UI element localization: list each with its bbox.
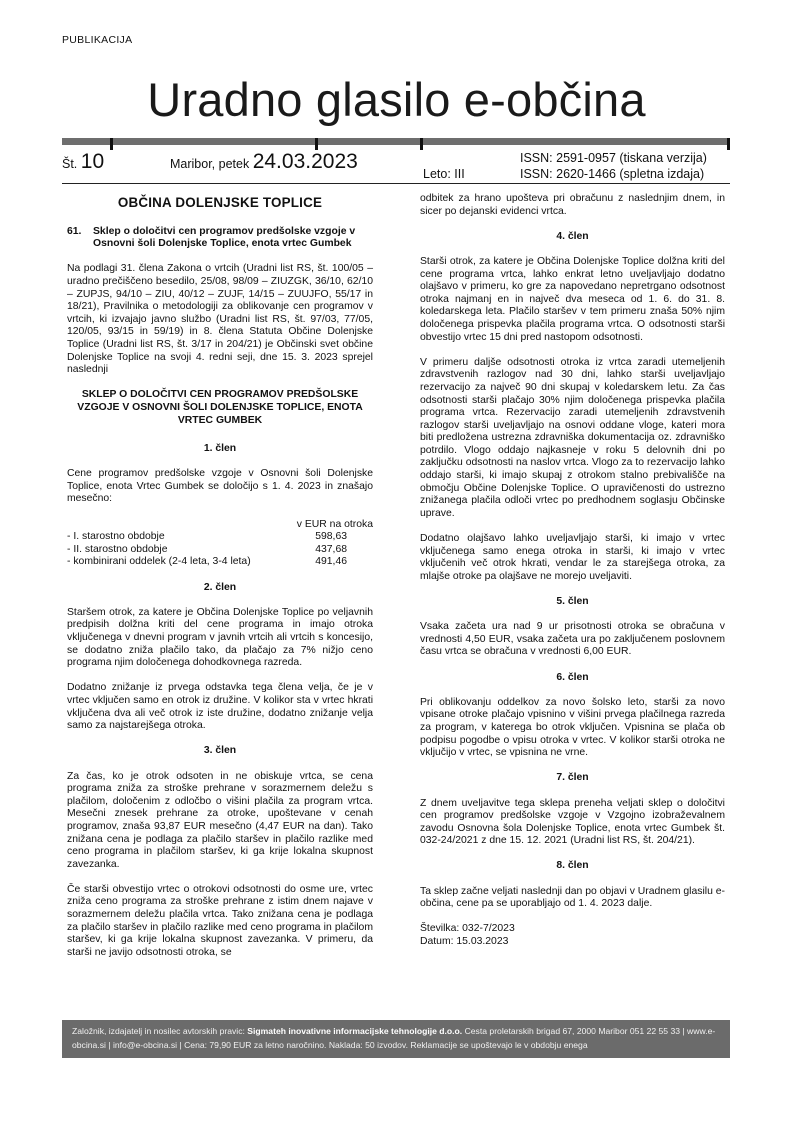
footer-separator: | (105, 1040, 113, 1050)
publication-label: PUBLIKACIJA (62, 34, 133, 46)
issue-number (62, 150, 104, 174)
article-heading: 7. člen (556, 772, 589, 784)
issue-number-label: Št. (62, 157, 78, 171)
masthead-title: Uradno glasilo e-občina (147, 73, 646, 126)
document-date: Datum: 15.03.2023 (420, 936, 509, 948)
price-label: - I. starostno obdobje (67, 531, 165, 543)
article-heading: 5. člen (556, 596, 589, 607)
footer-prefix: Založnik, izdajatelj in nosilec avtorskih pravic: (72, 1026, 248, 1036)
article-heading: 3. člen (203, 745, 237, 757)
issn-print: ISSN: 2591-0957 (tiskana verzija) (520, 151, 707, 165)
municipality-heading: OBČINA DOLENJSKE TOPLICE (117, 195, 323, 210)
article-paragraph: Vsaka začeta ura nad 9 ur prisotnosti otroka se obračuna v vrednosti 4,50 EUR, vsaka začeta ura po zaključenem poslovnem času vrtca se obračuna v vrednosti 6,00 EUR. (420, 621, 725, 658)
footer-address: Cesta proletarskih brigad 67, 2000 Maribor 051 22 55 33 | (462, 1026, 688, 1036)
intro-paragraph: Na podlagi 31. člena Zakona o vrtcih (Uradni list RS, št. 100/05 – uradno prečiščeno besedilo, 25/08, 98/09 – ZIUZGK, 36/10, 62/10 – ZUPJS, 94/10 – ZIU, 40/12 – ZUJF, 14/15 – ZUUJFO, 55/17 in 18/21), Pravilnika o metodologiji za oblikovanje cen programov v vrtcih, ki izvajajo javno službo (Uradni list RS, št. 97/03, 77/05, 120/05, 93/15 in 59/19) in 8. člena Statuta Občine Dolenjske Toplice (Uradni list RS, št. 3/17 in 204/21) je Občinski svet občine Dolenjske Toplice na svoji 4. redni seji, dne 15. 3. 2023 sprejel naslednji (67, 263, 373, 376)
issue-date (170, 150, 358, 174)
left-column (67, 197, 373, 972)
right-column (420, 193, 725, 949)
price-table (67, 519, 373, 569)
article-paragraph: Za čas, ko je otrok odsoten in ne obiskuje vrtca, se cena programa zniža za stroške prehrane v sorazmernem deležu s plačilom, določenim z odločbo o višini plačila za program vrtca. Mesečni znesek prehrane za otroke, upoštevane v cenah programov, znaša 93,87 EUR mesečno (4,47 EUR na dan). Tako znižana cena je podlaga za plačilo staršev in plačilo razlike med ceno programa in plačilom staršev, ki ga krije lokalna skupnost zavezanka. (67, 770, 373, 870)
masthead-rule (62, 138, 730, 145)
publisher-footer (62, 1020, 730, 1058)
price-value: 598,63 (315, 531, 347, 543)
footer-email-link[interactable]: info@e-obcina.si (112, 1040, 178, 1050)
document-item (67, 226, 373, 251)
article-paragraph: Staršem otrok, za katere je Občina Dolenjske Toplice po veljavnih predpisih dolžna kriti del cene programa in imajo otroka vključenega v dnevni program v javnih vrtcih ali vrtcih s koncesijo, se dodatno zniža plačilo tako, da plačajo za 7% nižjo ceno programa njim določenega dohodkovnega razreda. (67, 606, 373, 669)
issue-date-label: Maribor, petek (170, 157, 250, 171)
article-paragraph: Cene programov predšolske vzgoje v Osnovni šoli Dolenjske Toplice, enota Vrtec Gumbek se določijo s 1. 4. 2023 in znašajo mesečno: (67, 468, 373, 505)
price-value: 491,46 (315, 556, 347, 568)
article-heading: 2. člen (203, 581, 237, 593)
article-heading: 6. člen (556, 671, 589, 683)
footer-website-link[interactable]: www.e-obcina.si (72, 1026, 716, 1050)
article-paragraph: Če starši obvestijo vrtec o otrokovi odsotnosti do osme ure, vrtec zniža ceno programa za stroške prehrane z istim dnem najave v sorazmernem deležu plačila vrtca. Tako znižana cena je podlaga za plačilo staršev in plačilo razlike med ceno programa in plačilom staršev, ki ga krije lokalna skupnost zavezanka. V primeru, da starši ne javijo odsotnosti otroka, se (67, 883, 373, 958)
article-paragraph: Ta sklep začne veljati naslednji dan po objavi v Uradnem glasilu e-občina, cene pa se uporabljajo od 1. 4. 2023 dalje. (420, 885, 725, 910)
issue-year: Leto: III (423, 167, 465, 181)
table-row (67, 544, 373, 557)
item-number: 61. (67, 225, 82, 237)
header-bottom-rule (62, 183, 730, 184)
article-paragraph: Pri oblikovanju oddelkov za novo šolsko leto, starši za novo vpisane otroke plačajo vpisnino v višini prvega plačilnega razreda za program, v katerega bo otrok vključen. Vpisnina se plača ob podpisu pogodbe o vpisu otroka v vrtec. V kolikor starši otroka ne vključijo v vrtec, se vpisnina ne vrne. (420, 696, 725, 759)
price-label: - kombinirani oddelek (2-4 leta, 3-4 leta) (67, 556, 251, 568)
article-heading: 4. člen (556, 230, 589, 242)
article-paragraph: V primeru daljše odsotnosti otroka iz vrtca zaradi utemeljenih zdravstvenih razlogov nad 30 dni, lahko starši uveljavljajo rezervacijo za največ 90 dni skupaj v koledarskem letu. Za čas odsotnosti starši plačajo 30% njim določenega prispevka plačila programa vrtca. Rezervacijo zaradi utemeljenih zdravstvenih razlogov starši uveljavljajo na osnovi oddane vloge, kateri mora biti predložena ustrezna zdravniška dokumentacija oz. zdravniško potrdilo. Vlogo oddajo najkasneje v roku 5 delovnih dni po zaključku odsotnosti na naslov vrtca. Vlogo za to rezervacijo lahko oddajo starši, ki imajo skupaj z otrokom stalno prebivališče na območju Občine Dolenjske Toplice. O upravičenosti do ustrezno znižanega plačila odloči vrtec po predhodnem soglasju Občinske uprave. (420, 356, 725, 519)
rule-tick (420, 138, 423, 150)
issue-date-value: 24.03.2023 (252, 150, 358, 173)
rule-tick (110, 138, 113, 150)
rule-tick (315, 138, 318, 150)
table-row (67, 556, 373, 569)
article-paragraph: Dodatno olajšavo lahko uveljavljajo starši, ki imajo v vrtec vključenega samo enega otroka in starši, ki imajo v vrtec vključenih več otrok hkrati, vendar le za starejšega otroka, za mlajše otroke pa olajšave ne morejo uveljaviti. (420, 533, 725, 582)
footer-terms: | Cena: 79,90 EUR za letno naročnino. Naklada: 50 izvodov. Reklamacije se upoštevajo le v obdobju enega (177, 1040, 588, 1050)
footer-publisher: Sigmateh inovativne informacijske tehnologije d.o.o. (247, 1026, 463, 1036)
table-row (67, 531, 373, 544)
issue-number-value: 10 (80, 150, 105, 173)
table-row (67, 519, 373, 532)
price-label: - II. starostno obdobje (67, 543, 168, 555)
article-heading: 8. člen (556, 860, 589, 872)
item-title: Sklep o določitvi cen programov predšolske vzgoje v Osnovni šoli Dolenjske Toplice, enota vrtec Gumbek (93, 225, 356, 250)
article-paragraph: Starši otrok, za katere je Občina Dolenjske Toplice dolžna kriti del cene programa vrtca, lahko enkrat letno uveljavljajo dodatno olajšavo v primeru, ko gre za napovedano nepretrgano odsotnost otroka najmanj en in največ dva meseca od 1. 6. do 31. 8. koledarskega leta. Plačilo staršev v tem primeru znaša 50% njim določenega prispevka plačila programa vrtca. O odsotnosti starši obvestijo vrtec 15 dni pred nastopom odsotnosti. (420, 255, 725, 343)
article-paragraph: Dodatno znižanje iz prvega odstavka tega člena velja, če je v vrtec vključen samo en otrok iz družine. V kolikor sta v vrtec hkrati vključena dva ali več otrok iz iste družine, dodatno znižanje velja samo za najstarejšega otroka. (67, 682, 373, 732)
resolution-title: SKLEP O DOLOČITVI CEN PROGRAMOV PREDŠOLSKE VZGOJE V OSNOVNI ŠOLI DOLENJSKE TOPLICE, ENOTA VRTEC GUMBEK (77, 389, 363, 426)
issn-web: ISSN: 2620-1466 (spletna izdaja) (520, 167, 705, 181)
rule-tick (727, 138, 730, 150)
price-column-header: v EUR na otroka (296, 518, 373, 530)
document-number: Številka: 032-7/2023 (420, 923, 515, 935)
article-paragraph: odbitek za hrano upošteva pri obračunu z naslednjim dnem, in sicer po dejanski evidenci vrtca. (420, 193, 725, 217)
article-heading: 1. člen (203, 443, 237, 455)
article-paragraph: Z dnem uveljavitve tega sklepa preneha veljati sklep o določitvi cen programov predšolske vzgoje v Vzgojno izobraževalnem zavodu Osnovna šola Dolenjske Toplice, enota vrtec Gumbek št. 032-24/2021 z dne 15. 12. 2021 (Uradni list RS, št. 204/21). (420, 797, 725, 847)
price-value: 437,68 (315, 543, 347, 555)
